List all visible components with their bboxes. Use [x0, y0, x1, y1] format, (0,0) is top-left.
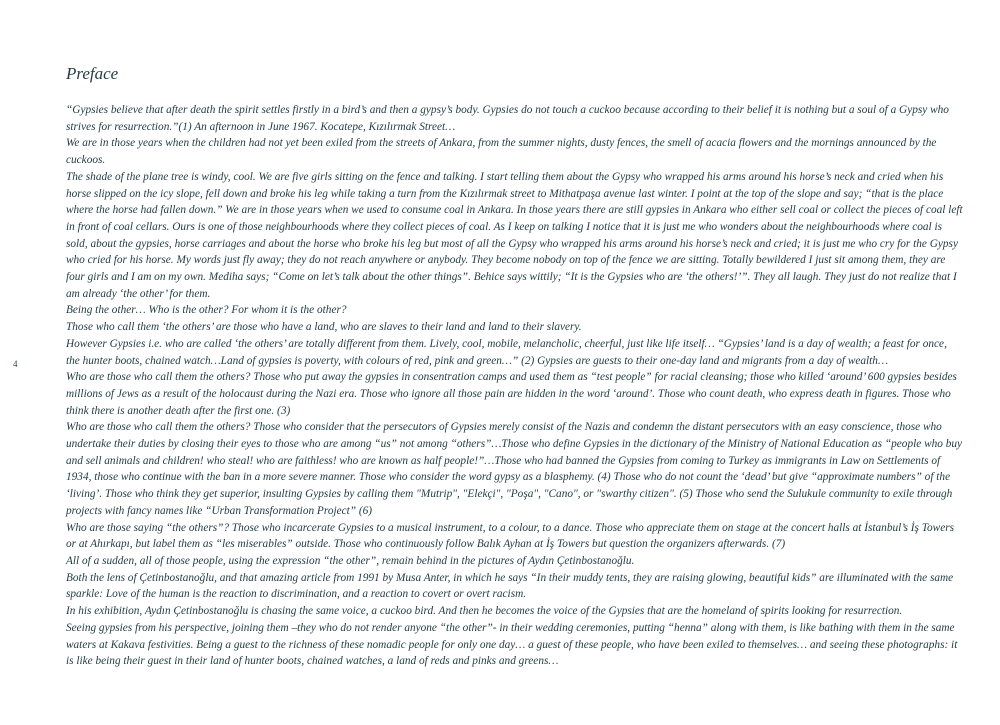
paragraph: Who are those saying “the others”? Those who incarcerate Gypsies to a musical instrument, to a colour, to a dance. Those who appreciate them on stage at the concert halls at İstanbul’s İş Towers or at Ahırkapı, but label them as “les miserables” outside. Those who continuously follow Balık Ayhan at İş Towers but question the organizers afterwards. (7) — [66, 521, 955, 551]
preface-body — [66, 102, 963, 670]
paragraph: However Gypsies i.e. who are called ‘the others’ are totally different from them. Lively, cool, mobile, melancholic, cheerful, just like life itself… “Gypsies’ land is a day of wealth; a feast for once, the hunter boots, chained watch…Land of gypsies is poverty, with colours of red, pink and green…” (2) Gypsies are guests to their one-day land and migrants from a day of wealth… — [66, 337, 947, 367]
paragraph: Who are those who call them the others? Those who consider that the persecutors of Gypsies merely consist of the Nazis and condemn the distant persecutors with an easy conscience, those who undertake their duties by closing their eyes to those who are among “us” not among “others”…Those who define Gypsies in the dictionary of the Ministry of National Education as “people who buy and sell animals and children! who steal! who are faithless! who are known as half people!”…Those who had banned the Gypsies from coming to Turkey as immigrants in Law on Settlements of 1934, those who continue with the ban in a more severe manner. Those who consider the word gypsy as a blasphemy. (4) Those who do not count the ‘dead’ but give “approximate numbers” of the ‘living’. Those who think they get superior, insulting Gypsies by calling them "Mutrip", "Elekçi", "Poşa", "Cano", or "swarthy citizen". (5) Those who send the Sulukule community to exile through projects with fancy names like “Urban Transformation Project” (6) — [66, 421, 963, 517]
paragraph: Who are those who call them the others? Those who put away the gypsies in consentration camps and used them as “test people” for racial cleansing; those who killed ‘around’ 600 gypsies besides millions of Jews as a result of the holocaust during the Nazi era. Those who ignore all those pain are hidden in the word ‘around’. Those who count death, who express death in figures. Those who think there is another death after the first one. (3) — [66, 371, 957, 417]
page-number: 4 — [13, 359, 18, 369]
paragraph: We are in those years when the children had not yet been exiled from the streets of Ankara, from the summer nights, dusty fences, the smell of acacia flowers and the mornings announced by the cuckoos. — [66, 137, 937, 167]
paragraph: Those who call them ‘the others’ are those who have a land, who are slaves to their land and land to their slavery. — [66, 321, 582, 334]
page-title: Preface — [66, 64, 119, 83]
paragraph: All of a sudden, all of those people, using the expression “the other”, remain behind in the pictures of Aydın Çetinbostanoğlu. — [66, 554, 635, 567]
paragraph: Being the other… Who is the other? For whom it is the other? — [66, 304, 347, 317]
paragraph: Seeing gypsies from his perspective, joining them –they who do not render anyone “the other”- in their wedding ceremonies, putting “henna” along with them, is like bathing with them in the same waters at Kakava festivities. Being a guest to the richness of these nomadic people for only one day… a guest of these people, who have been exiled to themselves… and seeing these photographs: it is like being their guest in their land of hunter boots, chained watches, a land of reds and pinks and greens… — [66, 621, 958, 668]
paragraph: “Gypsies believe that after death the spirit settles firstly in a bird’s and then a gypsy’s body. Gypsies do not touch a cuckoo because according to their belief it is nothing but a soul of a Gypsy who strives for resurrection.”(1) An afternoon in June 1967. Kocatepe, Kızılırmak Street… — [66, 104, 949, 133]
paragraph: In his exhibition, Aydın Çetinbostanoğlu is chasing the same voice, a cuckoo bird. And then he becomes the voice of the Gypsies that are the homeland of spirits looking for resurrection. — [66, 605, 903, 618]
paragraph: Both the lens of Çetinbostanoğlu, and that amazing article from 1991 by Musa Anter, in which he says “In their muddy tents, they are raising glowing, beautiful kids” are illuminated with the same sparkle: Love of the human is the reaction to discrimination, and a reaction to covert or overt racism. — [66, 571, 954, 601]
paragraph: The shade of the plane tree is windy, cool. We are five girls sitting on the fence and talking. I start telling them about the Gypsy who wrapped his arms around his horse’s neck and cried when his horse slipped on the icy slope, fell down and broke his leg while taking a turn from the Kızılırmak street to Mithatpaşa avenue last winter. I point at the top of the slope and say; “that is the place where the horse had fallen down.” We are in those years when we used to consume coal in Ankara. In those years there are still gypsies in Ankara who either sell coal or collect the pieces of coal left in front of coal cellars. Ours is one of those neighbourhoods where they collect pieces of coal. As I keep on talking I notice that it is just me who wonders about the neighbourhoods where coal is sold, about the gypsies, horse carriages and about the horse who broke his leg but most of all the Gypsy who wrapped his arms around his horse’s neck and cried; it is just me who cry for the Gypsy who cried for his horse. My words just fly away; they do not reach anywhere or anybody. They become nobody on top of the fence we are sitting. Totally bewildered I just sit among them, they are four girls and I am on my own. Mediha says; “Come on let’s talk about the other things”. Behice says wittily; “It is the Gypsies who are ‘the others!’”. They all laugh. They just do not realize that I am already ‘the other’ for them. — [66, 170, 963, 300]
